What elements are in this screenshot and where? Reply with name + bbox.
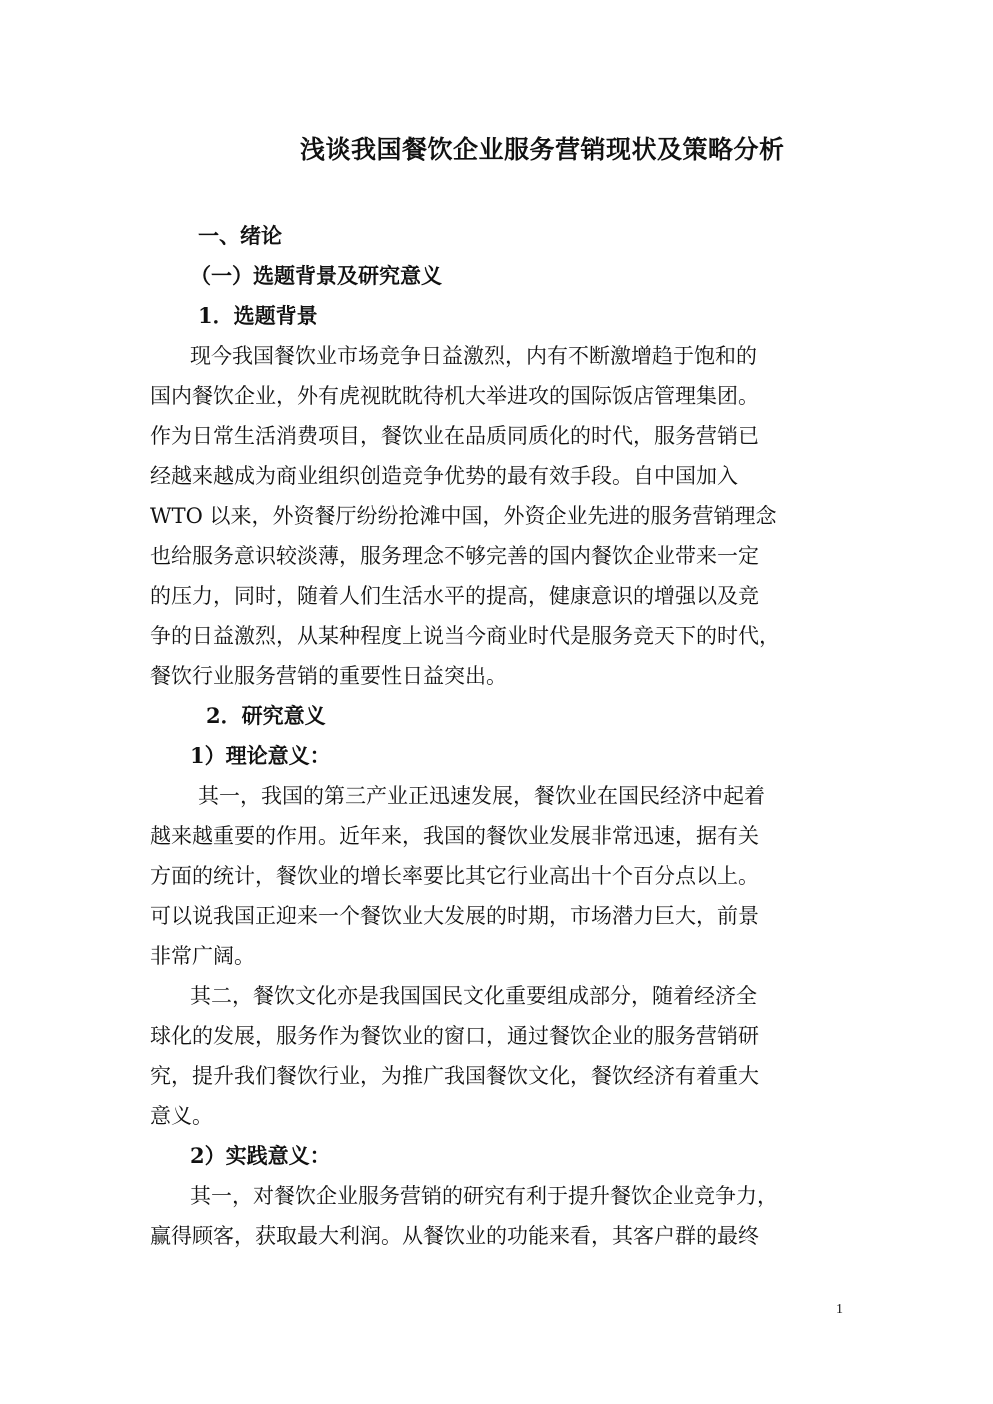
subsection-heading-theoretical: 1）理论意义： [190, 743, 331, 768]
paragraph-line: 越来越重要的作用。近年来，我国的餐饮业发展非常迅速，据有关 [150, 824, 759, 848]
paragraph-line: 方面的统计，餐饮业的增长率要比其它行业高出十个百分点以上。 [150, 864, 759, 888]
section-heading-intro: 一、绪论 [198, 223, 282, 248]
paragraph-line: 其二，餐饮文化亦是我国国民文化重要组成部分，随着经济全 [190, 984, 757, 1008]
subsection-heading-topic-background: 1．选题背景 [198, 303, 318, 328]
paragraph-line: WTO 以来，外资餐厅纷纷抢滩中国，外资企业先进的服务营销理念 [150, 504, 777, 528]
subsection-heading-background: （一）选题背景及研究意义 [190, 263, 442, 288]
paragraph-line: 意义。 [150, 1104, 213, 1128]
paragraph-line: 非常广阔。 [150, 944, 255, 968]
paragraph-line: 究，提升我们餐饮行业，为推广我国餐饮文化，餐饮经济有着重大 [150, 1064, 759, 1088]
paragraph-line: 作为日常生活消费项目，餐饮业在品质同质化的时代，服务营销已 [150, 424, 759, 448]
paragraph-line: 可以说我国正迎来一个餐饮业大发展的时期，市场潜力巨大，前景 [150, 904, 759, 928]
paragraph-line: 也给服务意识较淡薄，服务理念不够完善的国内餐饮企业带来一定 [150, 544, 759, 568]
paragraph-line: 其一，对餐饮企业服务营销的研究有利于提升餐饮企业竞争力， [190, 1184, 778, 1208]
paragraph-line: 球化的发展，服务作为餐饮业的窗口，通过餐饮企业的服务营销研 [150, 1024, 759, 1048]
paragraph-line: 其一，我国的第三产业正迅速发展，餐饮业在国民经济中起着 [198, 784, 765, 808]
paragraph-line: 争的日益激烈，从某种程度上说当今商业时代是服务竞天下的时代， [150, 624, 780, 648]
subsection-heading-research-significance: 2．研究意义 [206, 703, 326, 728]
paragraph-line: 的压力，同时，随着人们生活水平的提高，健康意识的增强以及竞 [150, 584, 759, 608]
subsection-heading-practical: 2）实践意义： [190, 1143, 331, 1168]
paragraph-line: 国内餐饮企业，外有虎视眈眈待机大举进攻的国际饭店管理集团。 [150, 384, 759, 408]
paragraph-line: 餐饮行业服务营销的重要性日益突出。 [150, 664, 507, 688]
paragraph-line: 赢得顾客，获取最大利润。从餐饮业的功能来看，其客户群的最终 [150, 1224, 759, 1248]
document-title: 浅谈我国餐饮企业服务营销现状及策略分析 [300, 135, 785, 164]
paragraph-line: 经越来越成为商业组织创造竞争优势的最有效手段。自中国加入 [150, 464, 738, 488]
paragraph-line: 现今我国餐饮业市场竞争日益激烈，内有不断激增趋于饱和的 [190, 344, 757, 368]
page-number: 1 [836, 1302, 843, 1317]
